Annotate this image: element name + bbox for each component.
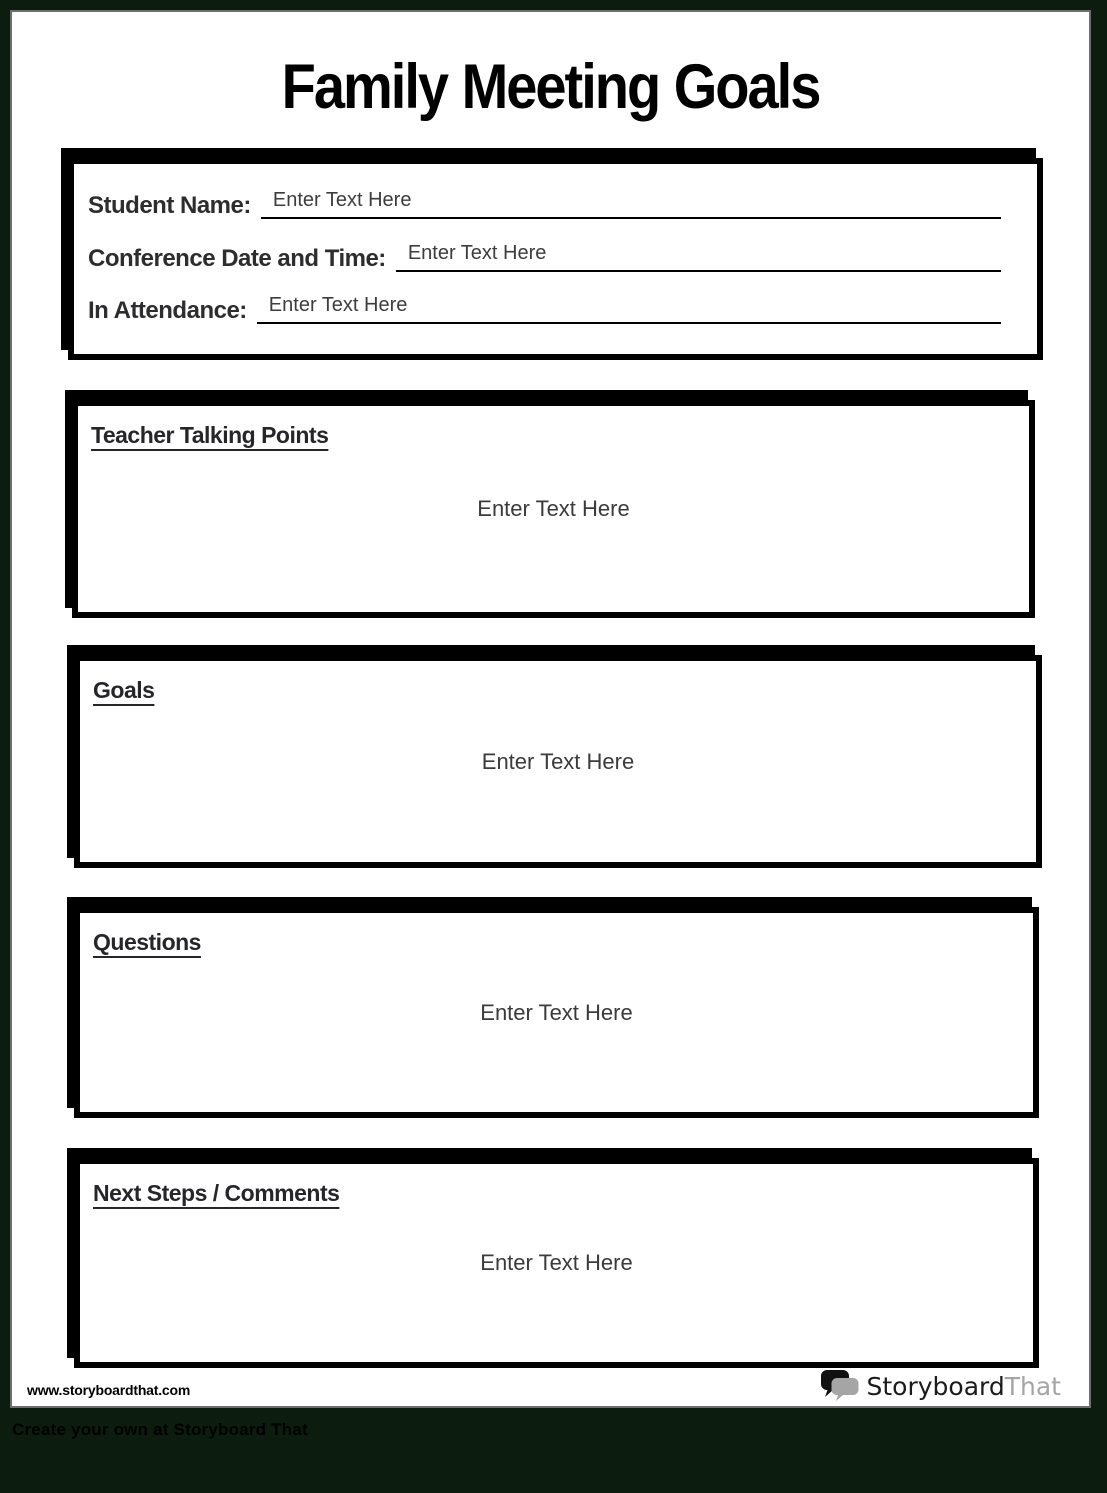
attendance-input[interactable]: Enter Text Here [257, 295, 1001, 324]
next-steps-comments-input[interactable]: Enter Text Here [480, 1250, 633, 1275]
next-steps-comments-heading: Next Steps / Comments [93, 1180, 340, 1206]
attendance-label: In Attendance: [88, 297, 247, 325]
section-goals [74, 655, 1042, 868]
teacher-talking-points-heading: Teacher Talking Points [91, 422, 329, 448]
page-title: Family Meeting Goals [281, 51, 820, 122]
website-url[interactable]: www.storyboardthat.com [27, 1382, 191, 1398]
questions-heading: Questions [93, 929, 201, 955]
speech-bubbles-icon [820, 1370, 860, 1403]
student-info-box [68, 158, 1043, 360]
storyboardthat-logo[interactable] [820, 1370, 1061, 1403]
conference-date-input[interactable]: Enter Text Here [396, 243, 1001, 272]
goals-input[interactable]: Enter Text Here [481, 748, 635, 774]
student-name-input[interactable]: Enter Text Here [261, 190, 1001, 219]
logo-text-that: That [1004, 1372, 1061, 1401]
logo-text-storyboard: Storyboard [866, 1372, 1005, 1401]
conference-date-label: Conference Date and Time: [88, 244, 386, 272]
student-info-rows [74, 164, 1037, 354]
teacher-talking-points-input[interactable]: Enter Text Here [477, 496, 630, 521]
questions-input[interactable]: Enter Text Here [480, 999, 633, 1025]
student-name-label: Student Name: [88, 191, 251, 219]
frame-tagline: Create your own at Storyboard That [12, 1420, 308, 1439]
conference-date-row [88, 243, 1001, 272]
logo-wordmark [867, 1374, 1061, 1399]
goals-heading: Goals [93, 677, 155, 703]
section-teacher-talking-points [72, 400, 1035, 618]
section-next-steps-comments [74, 1158, 1039, 1368]
attendance-row [88, 295, 1001, 324]
worksheet-page [10, 10, 1091, 1408]
section-questions [74, 907, 1039, 1118]
student-name-row [88, 190, 1001, 219]
